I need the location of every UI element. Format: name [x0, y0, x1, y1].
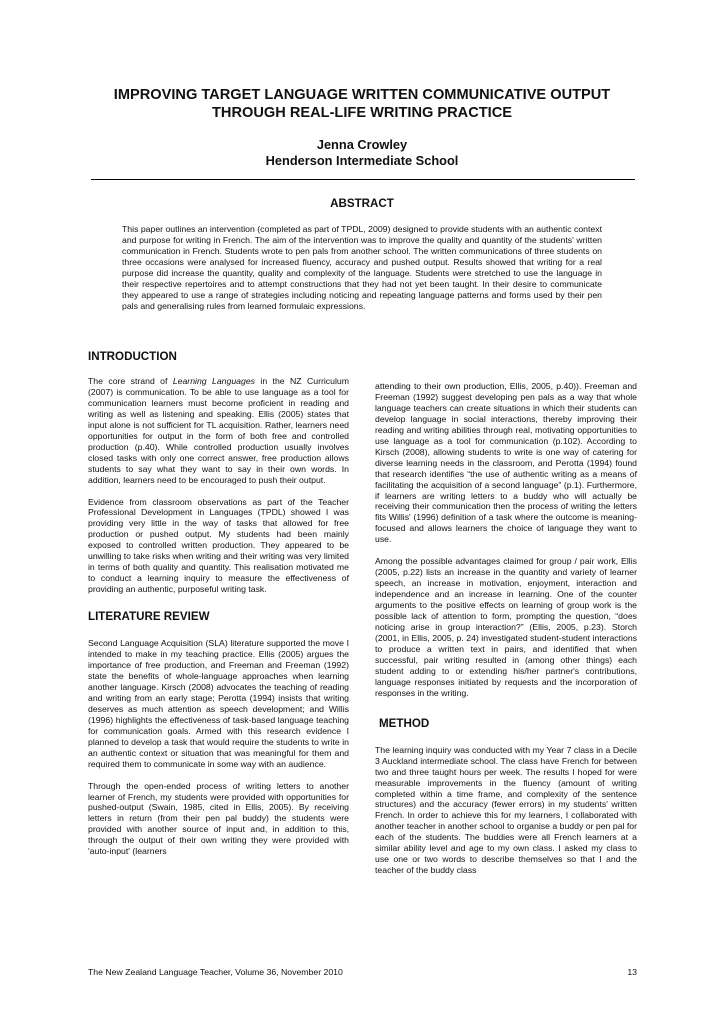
title-divider [91, 179, 635, 180]
literature-review-heading: LITERATURE REVIEW [88, 610, 210, 624]
paper-title [60, 86, 664, 122]
abstract-heading: ABSTRACT [330, 197, 394, 210]
introduction-paragraph-2: Evidence from classroom observations as part of the Teacher Professional Development in Languages (TPDL) showed I was providing very little in the way of tasks that allowed for free production or pushed output. My students had been mainly exposed to controlled written production. They appeared to be unwilling to take risks when writing and their writing was very limited in terms of both quality and quantity. This realisation motivated me to conduct a learning inquiry to measure the effectiveness of providing an authentic, purposeful writing task. [88, 496, 349, 595]
author-affiliation: Henderson Intermediate School [265, 153, 459, 168]
author-block [60, 137, 664, 169]
method-heading: METHOD [379, 716, 430, 730]
literature-paragraph-4: Among the possible advantages claimed for group / pair work, Ellis (2005, p.22) lists an increase in the quantity and variety of learner speech, an increase in motivation, enjoyment, interaction and independence and an increase in learning. One of the counter arguments to the positive effects on learning of group work is the possible lack of attention to form, prompting the question, “does noticing arise in group interaction?” (Ellis, 2005, p.23). Storch (2001, in Ellis, 2005, p. 24) investigated student-student interactions to produce a written text in pairs, and identified that when successful, pair writing resulted in (among other things) each student adding to or extending his/her partner's contributions, language responses initiated by requests and the incorporation of responses in the writing. [375, 556, 637, 698]
method-paragraph-1: The learning inquiry was conducted with my Year 7 class in a Decile 3 Auckland intermediate school. The class have French for between two and three taught hours per week. The results I hoped for were measurable improvements in the fluency (amount of writing completed within a time frame, and complexity of the sentence structures) and the accuracy (fewer errors) in my students' written French. In order to achieve this for my learners, I collaborated with another teacher in another school to organise a buddy or pen pal for each of the students. The buddies were all French learners at a similar ability level and age to my own class. I asked my class to use one or two words to describe themselves so that I and the teacher of the buddy class [375, 744, 637, 876]
author-name: Jenna Crowley [316, 137, 408, 152]
intro-p1-italic: Learning Languages [172, 376, 256, 386]
footer-journal: The New Zealand Language Teacher, Volume 36, November 2010 [88, 967, 343, 977]
intro-p1-start: The core strand of [88, 376, 173, 386]
abstract-text: This paper outlines an intervention (completed as part of TPDL, 2009) designed to provide students with an authentic context and purpose for writing in French. The aim of the intervention was to improve the quality and quantity of the students' written communication in French. Students wrote to pen pals from another school. The written communications of three students on three occasions were analysed for increased fluency, accuracy and pushed output. Results showed that writing for a real purpose did increase the quantity, quality and complexity of the language. Students were stretched to use the language in their respective repertoires and to attempt constructions that they had not yet been taught. In their desire to communicate they appeared to use a range of strategies including noticing and repeating language patterns and forms used by their pen pals and generalising rules from learned formulaic expressions. [122, 224, 602, 311]
title-line-1: IMPROVING TARGET LANGUAGE WRITTEN COMMUNICATIVE OUTPUT [113, 87, 611, 103]
literature-paragraph-1: Second Language Acquisition (SLA) literature supported the move I intended to make in my teaching practice. Ellis (2005) argues the importance of free production, and Freeman and Freeman (1992) state the benefits of whole-language approaches when learning another language. Kirsch (2008) advocates the teaching of reading and writing from an early stage; Perotta (1994) insists that writing deserves as much attention as speech development; and Willis (1996) highlights the effectiveness of task-based language teaching for communication goals. Armed with this research evidence I planned to develop a task that would require the students to write in an authentic context or situation that was meaningful for them and required them to communicate in some way with an audience. [88, 638, 349, 769]
introduction-paragraph-1 [88, 376, 349, 486]
title-line-2: THROUGH REAL-LIFE WRITING PRACTICE [212, 105, 512, 121]
intro-p1-end: in the NZ Curriculum (2007) is communication. To be able to use language as a tool for communication learners must become proficient in reading and writing as well as listening and speaking. Ellis (2005) states that input alone is not sufficient for TL acquisition. Rather, learners need opportunities for output in the form of both free and controlled production (p.40). While controlled production usually involves closed tasks with only one correct answer, free production allows students to say what they want to say in their own words. In addition, learners need to be encouraged to push their output. [88, 376, 349, 485]
page-number: 13 [627, 967, 637, 977]
right-column [375, 381, 637, 887]
left-column [88, 350, 349, 868]
literature-paragraph-3: attending to their own production, Ellis, 2005, p.40)). Freeman and Freeman (1992) suggest developing pen pals as a way that whole language teachers can create situations in which their students can develop language in social interactions, thereby improving their reading and writing abilities through real, motivating opportunities to use language as a tool for communication (p.102). According to Kirsch (2008), allowing students to write is one way of catering for diverse learning needs in the classroom, and Perotta (1994) found that research identifies “the use of authentic writing as a means of facilitating the acquisition of a second language” (p.1). Furthermore, if learners are writing letters to a buddy who will actually be receiving their communication then the process of writing the letters fits Willis' (1996) definition of a task where the outcome is meaning-focused and allows learners the choice of language they want to use. [375, 381, 637, 545]
introduction-heading: INTRODUCTION [88, 350, 177, 363]
literature-paragraph-2: Through the open-ended process of writing letters to another learner of French, my students were provided with opportunities for pushed-output (Swain, 1985, cited in Ellis, 2005). By receiving letters in return (from their pen pal buddy) the students were provided with another source of input and, in addition to this, through the output of their own writing they were provided with 'auto-input' (learners [88, 780, 349, 857]
